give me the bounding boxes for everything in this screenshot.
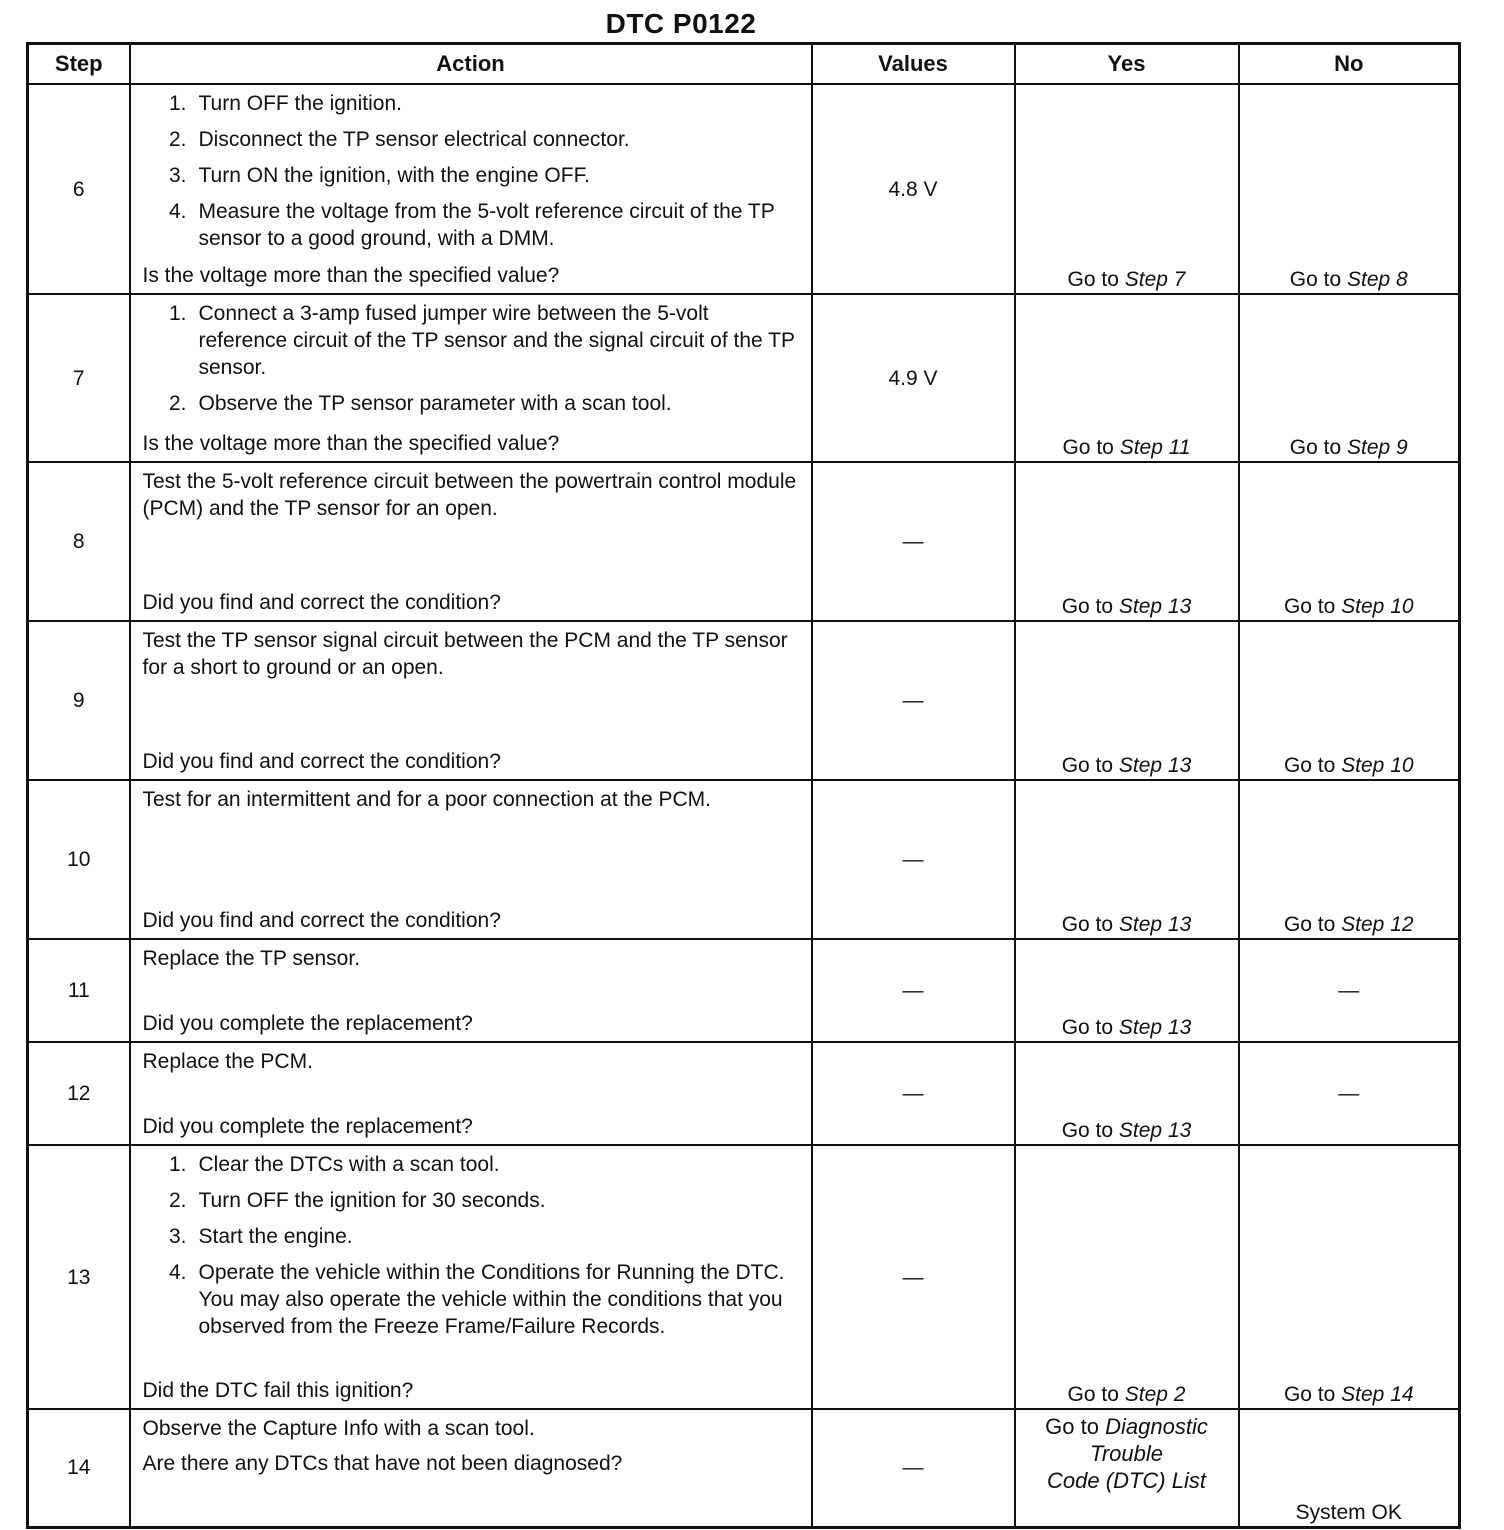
step-number: 11 (28, 939, 130, 1042)
value-cell: — (812, 1042, 1015, 1145)
action-text: Test the 5-volt reference circuit between the powertrain control module (PCM) and the TP sensor for an open. (142, 470, 797, 520)
action-text: Test the TP sensor signal circuit between the PCM and the TP sensor for a short to ground or an open. (142, 629, 788, 679)
step-link[interactable]: Step 9 (1347, 436, 1408, 459)
document-title: DTC P0122 (605, 8, 757, 39)
step-link[interactable]: Diagnostic (1105, 1414, 1208, 1439)
step-number: 6 (28, 84, 130, 294)
yes-cell: Go to Step 11 (1015, 294, 1239, 462)
value-cell: — (812, 621, 1015, 780)
step-link[interactable]: Step 8 (1347, 268, 1408, 291)
header-values: Values (812, 44, 1015, 85)
list-item: 2. Turn OFF the ignition for 30 seconds. (168, 1189, 546, 1212)
value-cell: — (812, 1409, 1015, 1527)
step-link[interactable]: Step 7 (1124, 268, 1186, 291)
list-item: 1. Clear the DTCs with a scan tool. (168, 1153, 500, 1176)
value-cell: 4.8 V (812, 84, 1015, 294)
yes-cell: Go to Step 13 (1015, 462, 1239, 621)
yes-cell: Go to Step 2 (1015, 1145, 1239, 1409)
yes-cell: Go to Step 13 (1015, 621, 1239, 780)
no-cell: Go to Step 14 (1239, 1145, 1460, 1409)
action-question: Did you find and correct the condition? (142, 591, 501, 614)
action-cell (130, 621, 812, 780)
action-cell (130, 1409, 812, 1527)
table-row (28, 780, 1460, 939)
action-cell (130, 939, 812, 1042)
yes-cell: Go to Step 7 (1015, 84, 1239, 294)
table-row (28, 84, 1460, 294)
list-item: 1. Turn OFF the ignition. (168, 92, 402, 115)
step-number: 8 (28, 462, 130, 621)
value-cell: — (812, 780, 1015, 939)
step-link[interactable]: Step 10 (1341, 595, 1414, 618)
yes-cell: Go to Step 13 (1015, 939, 1239, 1042)
step-number: 12 (28, 1042, 130, 1145)
step-link[interactable]: Step 12 (1341, 913, 1414, 936)
no-cell: System OK (1239, 1409, 1460, 1527)
step-link[interactable]: Step 13 (1118, 913, 1192, 936)
no-cell: Go to Step 10 (1239, 462, 1460, 621)
table-row (28, 462, 1460, 621)
table-row (28, 1409, 1460, 1527)
action-cell (130, 294, 812, 462)
action-cell (130, 84, 812, 294)
header-yes: Yes (1015, 44, 1239, 85)
action-question: Is the voltage more than the specified value? (142, 264, 560, 287)
list-item: 2. Observe the TP sensor parameter with a scan tool. (168, 392, 672, 415)
action-text: Replace the TP sensor. (142, 947, 361, 970)
table-row (28, 939, 1460, 1042)
action-list (143, 90, 799, 252)
step-link-line: Trouble (1090, 1441, 1163, 1466)
step-number: 10 (28, 780, 130, 939)
step-number: 9 (28, 621, 130, 780)
yes-cell: Go to Diagnostic Trouble Code (DTC) List (1015, 1409, 1239, 1527)
value-cell: — (812, 1145, 1015, 1409)
value-cell: 4.9 V (812, 294, 1015, 462)
action-cell (130, 462, 812, 621)
step-number: 14 (28, 1409, 130, 1527)
no-cell: — (1239, 939, 1460, 1042)
table-row (28, 1042, 1460, 1145)
yes-cell: Go to Step 13 (1015, 1042, 1239, 1145)
step-number: 13 (28, 1145, 130, 1409)
no-cell: Go to Step 8 (1239, 84, 1460, 294)
action-text: Test for an intermittent and for a poor connection at the PCM. (142, 788, 711, 811)
list-item: 2. Disconnect the TP sensor electrical connector. (168, 128, 630, 151)
table-row (28, 294, 1460, 462)
action-text: Observe the Capture Info with a scan tool. (142, 1417, 535, 1440)
header-row (28, 44, 1460, 85)
table-row (28, 1145, 1460, 1409)
header-step: Step (28, 44, 130, 85)
step-link[interactable]: Step 13 (1118, 1119, 1192, 1142)
action-cell (130, 1145, 812, 1409)
list-item: 1. Connect a 3-amp fused jumper wire between the 5-volt reference circuit of the TP sensor and the signal circuit of the TP sensor. (168, 302, 795, 379)
list-item: 4. Measure the voltage from the 5-volt reference circuit of the TP sensor to a good ground, with a DMM. (168, 200, 775, 250)
action-question: Did you complete the replacement? (142, 1115, 473, 1138)
step-link[interactable]: Step 10 (1341, 754, 1414, 777)
yes-cell: Go to Step 13 (1015, 780, 1239, 939)
list-item: 3. Start the engine. (168, 1225, 353, 1248)
action-cell (130, 1042, 812, 1145)
no-cell: Go to Step 10 (1239, 621, 1460, 780)
step-link-line: Code (DTC) List (1047, 1468, 1206, 1493)
no-cell: — (1239, 1042, 1460, 1145)
list-item: 3. Turn ON the ignition, with the engine OFF. (168, 164, 590, 187)
action-question: Is the voltage more than the specified value? (142, 432, 560, 455)
no-cell: Go to Step 9 (1239, 294, 1460, 462)
action-list (143, 1151, 799, 1340)
step-link[interactable]: Step 14 (1341, 1383, 1414, 1406)
action-cell (130, 780, 812, 939)
step-link[interactable]: Step 13 (1118, 595, 1192, 618)
diagnostic-table (26, 42, 1461, 1529)
value-cell: — (812, 939, 1015, 1042)
step-link[interactable]: Step 11 (1119, 436, 1191, 459)
step-link[interactable]: Step 13 (1118, 754, 1192, 777)
value-cell: — (812, 462, 1015, 621)
no-cell: Go to Step 12 (1239, 780, 1460, 939)
list-item: 4. Operate the vehicle within the Conditions for Running the DTC. You may also operate the vehicle within the conditions that you observed from the Freeze Frame/Failure Records. (168, 1261, 785, 1338)
action-text: Replace the PCM. (142, 1050, 313, 1073)
header-action: Action (130, 44, 812, 85)
action-question: Are there any DTCs that have not been diagnosed? (142, 1452, 623, 1475)
table-row (28, 621, 1460, 780)
step-number: 7 (28, 294, 130, 462)
action-question: Did you complete the replacement? (142, 1012, 473, 1035)
action-list (143, 300, 799, 417)
header-no: No (1239, 44, 1460, 85)
step-link[interactable]: Step 13 (1118, 1016, 1192, 1039)
step-link[interactable]: Step 2 (1124, 1383, 1186, 1406)
action-question: Did the DTC fail this ignition? (142, 1379, 414, 1402)
action-question: Did you find and correct the condition? (142, 750, 501, 773)
action-question: Did you find and correct the condition? (142, 909, 501, 932)
